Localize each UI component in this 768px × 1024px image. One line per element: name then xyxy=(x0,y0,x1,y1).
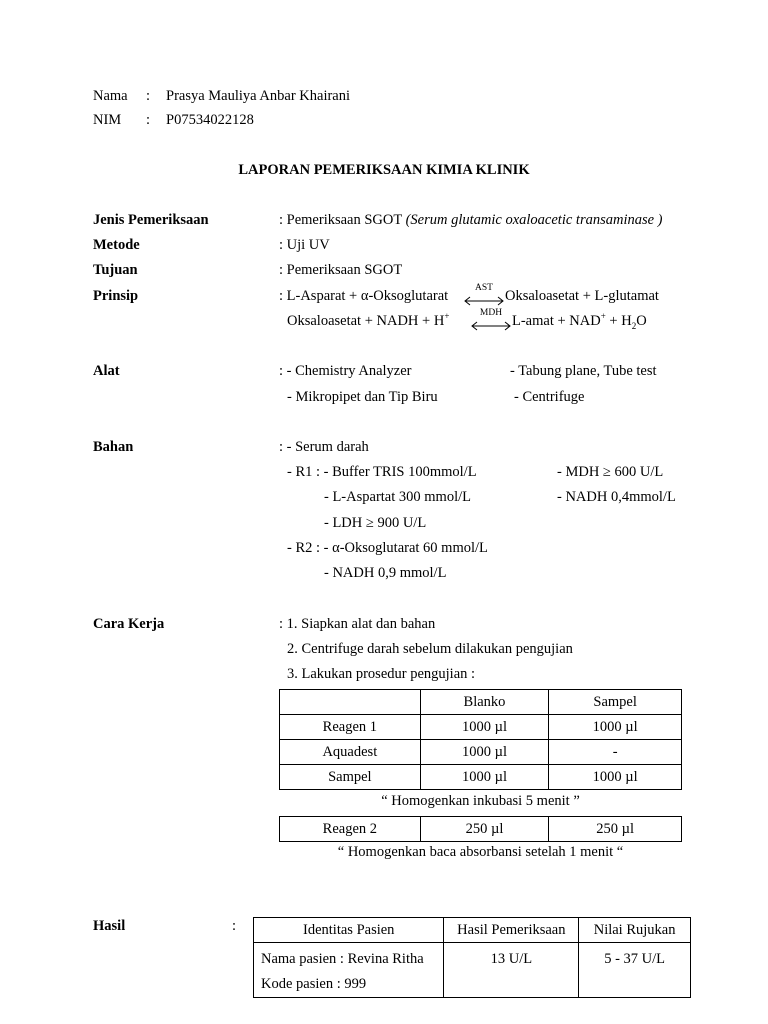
table-cell: - xyxy=(549,740,682,765)
nama-colon: : xyxy=(146,88,151,104)
nim-label: NIM xyxy=(93,112,122,128)
table-cell: 1000 µl xyxy=(420,740,549,765)
prinsip-line2-left: Oksaloasetat + NADH + H+ xyxy=(287,311,450,329)
table-header-row xyxy=(254,918,691,943)
nim-colon: : xyxy=(146,112,151,128)
bahan-item: - NADH 0,4mmol/L xyxy=(557,489,676,505)
bahan-item: - L-Aspartat 300 mmol/L xyxy=(324,489,471,505)
table-header-cell: Identitas Pasien xyxy=(254,918,444,943)
patient-code: Kode pasien : 999 xyxy=(261,976,367,992)
reversible-arrow-icon xyxy=(462,283,506,310)
table-cell: Aquadest xyxy=(280,740,421,765)
table-header-cell xyxy=(280,690,421,715)
table-cell: Reagen 1 xyxy=(280,715,421,740)
prinsip-line2-right: L-amat + $NAD^+ + H_2O$ xyxy=(512,311,647,331)
prinsip-line1-left: : L-Asparat + α-Oksoglutarat xyxy=(279,288,449,304)
arrow-label-ast: AST xyxy=(475,283,493,293)
bahan-r2-head: - R2 : - α-Oksoglutarat 60 mmol/L xyxy=(287,540,488,556)
table-cell: 1000 µl xyxy=(420,715,549,740)
cara-kerja-label: Cara Kerja xyxy=(93,616,165,632)
reagent2-table xyxy=(279,816,682,842)
patient-name: Nama pasien : Revina Ritha xyxy=(261,951,424,967)
cara-kerja-step: 2. Centrifuge darah sebelum dilakukan pengujian xyxy=(287,641,573,657)
nama-label: Nama xyxy=(93,88,128,104)
page-title: LAPORAN PEMERIKSAAN KIMIA KLINIK xyxy=(238,162,530,178)
tujuan-value: : Pemeriksaan SGOT xyxy=(279,262,403,278)
procedure-table xyxy=(279,689,682,790)
table-cell: 250 µl xyxy=(420,817,549,842)
table-cell: 1000 µl xyxy=(549,715,682,740)
table-header-cell: Hasil Pemeriksaan xyxy=(444,918,579,943)
note-absorbance: “ Homogenkan baca absorbansi setelah 1 menit “ xyxy=(337,844,624,860)
patient-identity-cell xyxy=(254,943,444,998)
table-cell: Reagen 2 xyxy=(280,817,421,842)
alat-item: - Tabung plane, Tube test xyxy=(510,363,657,379)
table-row xyxy=(280,817,682,842)
nim-value: P07534022128 xyxy=(166,112,254,128)
table-cell: 1000 µl xyxy=(549,765,682,790)
hasil-colon: : xyxy=(232,918,237,934)
reference-value: 5 - 37 U/L xyxy=(579,943,691,998)
bahan-r1-head: - R1 : - Buffer TRIS 100mmol/L xyxy=(287,464,477,480)
prinsip-label: Prinsip xyxy=(93,288,139,304)
note-incubation: “ Homogenkan inkubasi 5 menit ” xyxy=(381,793,580,809)
alat-item: : - Chemistry Analyzer xyxy=(279,363,412,379)
bahan-item: - NADH 0,9 mmol/L xyxy=(324,565,447,581)
table-header-cell: Sampel xyxy=(549,690,682,715)
table-cell: 250 µl xyxy=(549,817,682,842)
table-header-row xyxy=(280,690,682,715)
alat-item: - Mikropipet dan Tip Biru xyxy=(287,389,438,405)
table-header-cell: Blanko xyxy=(420,690,549,715)
metode-label: Metode xyxy=(93,237,140,253)
bahan-label: Bahan xyxy=(93,439,134,455)
table-row xyxy=(280,740,682,765)
alat-item: - Centrifuge xyxy=(514,389,585,405)
alat-label: Alat xyxy=(93,363,120,379)
bahan-item: - LDH ≥ 900 U/L xyxy=(324,515,427,531)
result-value: 13 U/L xyxy=(444,943,579,998)
bahan-item: - MDH ≥ 600 U/L xyxy=(557,464,664,480)
bahan-item: : - Serum darah xyxy=(279,439,369,455)
arrow-label-mdh: MDH xyxy=(479,308,503,318)
table-cell: Sampel xyxy=(280,765,421,790)
reversible-arrow-icon xyxy=(469,308,513,335)
jenis-value: : Pemeriksaan SGOT (Serum glutamic oxaloacetic transaminase ) xyxy=(279,212,663,228)
prinsip-line1-right: Oksaloasetat + L-glutamat xyxy=(505,288,659,304)
result-table xyxy=(253,917,691,998)
table-row xyxy=(254,943,691,998)
table-header-cell: Nilai Rujukan xyxy=(579,918,691,943)
cara-kerja-step: : 1. Siapkan alat dan bahan xyxy=(279,616,436,632)
tujuan-label: Tujuan xyxy=(93,262,138,278)
hasil-label: Hasil xyxy=(93,918,126,934)
jenis-label: Jenis Pemeriksaan xyxy=(93,212,209,228)
table-row xyxy=(280,765,682,790)
table-row xyxy=(280,715,682,740)
nama-value: Prasya Mauliya Anbar Khairani xyxy=(166,88,351,104)
metode-value: : Uji UV xyxy=(279,237,330,253)
cara-kerja-step: 3. Lakukan prosedur pengujian : xyxy=(287,666,476,682)
table-cell: 1000 µl xyxy=(420,765,549,790)
